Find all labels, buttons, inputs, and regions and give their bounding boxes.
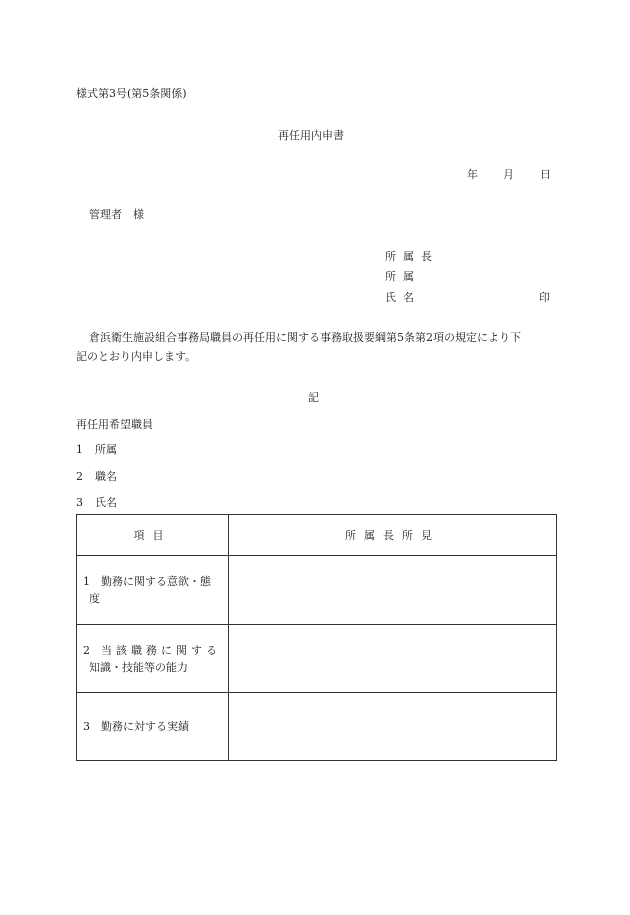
seal-mark: 印 [539, 291, 550, 304]
row-number: 3 [83, 720, 90, 733]
row-text-continued: 知識・技能等の能力 [89, 660, 188, 674]
row-item [77, 693, 229, 761]
row-text-continued: 度 [89, 592, 100, 605]
table-row [77, 556, 557, 625]
row-item [77, 556, 229, 625]
row-text: 勤務に関する意欲・態 [101, 575, 211, 588]
header-item: 項目 [77, 515, 229, 556]
field-name [76, 496, 117, 510]
date-month-label: 月 [503, 168, 514, 181]
name-label: 氏名 [385, 291, 421, 304]
body-text-line-1: 倉浜衛生施設組合事務局職員の再任用に関する事務取扱要綱第5条第2項の規定により下 [89, 331, 521, 344]
candidate-heading: 再任用希望職員 [76, 418, 153, 431]
row-number: 2 [83, 643, 90, 657]
row-text: 勤務に対する実績 [101, 720, 189, 733]
document-title: 再任用内申書 [278, 129, 344, 142]
header-opinion: 所属長所見 [229, 515, 557, 556]
field-number: 1 [76, 443, 83, 456]
field-number: 3 [76, 496, 83, 509]
field-label: 氏名 [95, 496, 117, 509]
ki-label: 記 [308, 391, 319, 404]
field-job-title [76, 470, 117, 484]
body-text-line-2: 記のとおり内申します。 [76, 350, 197, 363]
row-item [77, 625, 229, 693]
date-year-label: 年 [467, 168, 478, 181]
table-row [77, 693, 557, 761]
table-row [77, 625, 557, 693]
date-day-label: 日 [540, 168, 551, 181]
row-number: 1 [83, 575, 90, 588]
form-number-label: 様式第3号(第5条関係) [76, 87, 187, 100]
row-text: 当該職務に関する [101, 643, 221, 657]
field-label: 所属 [95, 443, 117, 456]
opinion-cell[interactable] [229, 625, 557, 693]
field-number: 2 [76, 470, 83, 483]
field-affiliation [76, 443, 117, 457]
field-label: 職名 [95, 470, 117, 483]
evaluation-table [76, 514, 557, 761]
opinion-cell[interactable] [229, 693, 557, 761]
dept-label: 所属 [385, 270, 421, 283]
opinion-cell[interactable] [229, 556, 557, 625]
addressee: 管理者 様 [89, 208, 144, 221]
table-header-row [77, 515, 557, 556]
dept-head-label: 所属長 [385, 250, 439, 263]
